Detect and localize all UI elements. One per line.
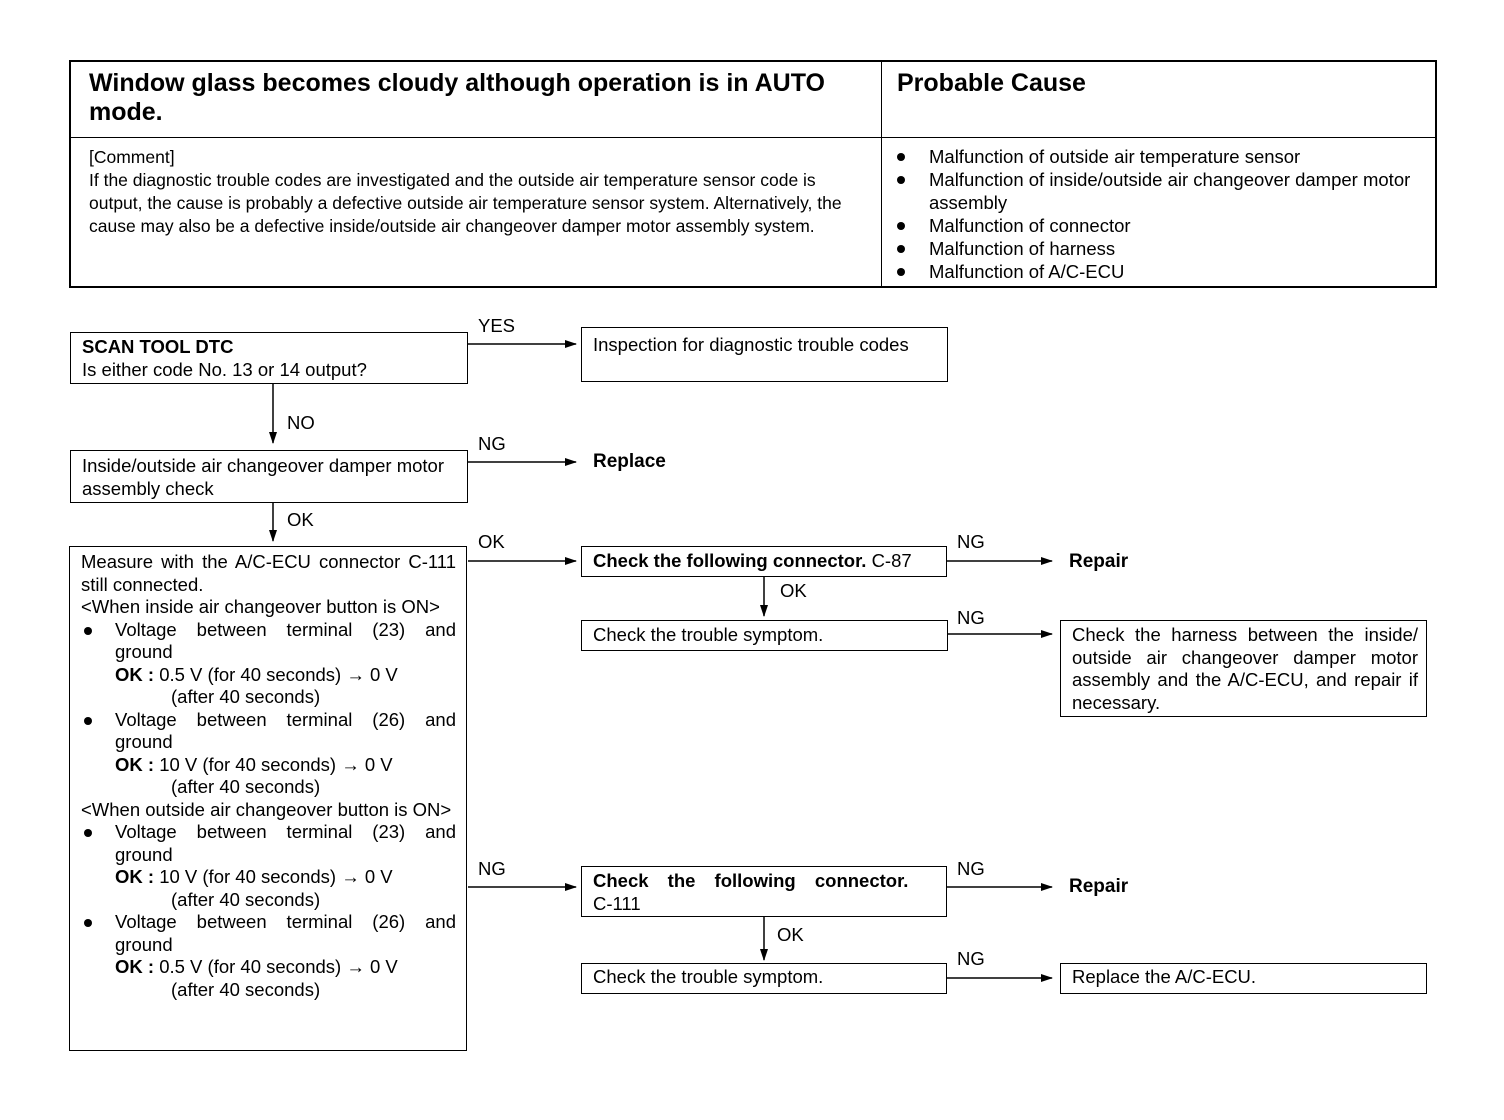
connector-c87-code: C-87 bbox=[871, 550, 912, 571]
label-ng-5: NG bbox=[957, 858, 985, 879]
symptom-title: Window glass becomes cloudy although operation is in AUTO mode. bbox=[89, 69, 825, 126]
inside-item-2: Voltage between terminal (26) and ground bbox=[81, 709, 456, 754]
inspection-box: Inspection for diagnostic trouble codes bbox=[581, 327, 948, 382]
cause-item: Malfunction of inside/outside air changeover damper motor assembly bbox=[897, 168, 1427, 214]
label-ng-1: NG bbox=[478, 433, 506, 454]
scan-tool-box bbox=[70, 332, 468, 384]
label-ok-4: OK bbox=[777, 924, 804, 945]
connector-c87-box bbox=[581, 546, 947, 577]
result-replace: Replace bbox=[593, 451, 666, 472]
ok-prefix: OK : bbox=[115, 663, 155, 685]
measure-box bbox=[69, 546, 467, 1051]
outside-ok-cont-2: (after 40 seconds) bbox=[171, 978, 321, 1000]
measure-intro: Measure with the A/C-ECU connector C-111 still connected. bbox=[81, 551, 456, 595]
ok-value: 10 V (for 40 seconds) → 0 V bbox=[159, 866, 393, 887]
cause-item: Malfunction of outside air temperature sensor bbox=[897, 145, 1427, 168]
cause-item: Malfunction of connector bbox=[897, 214, 1427, 237]
inside-ok-2 bbox=[81, 754, 456, 777]
ok-prefix: OK : bbox=[115, 956, 155, 977]
label-ng-6: NG bbox=[957, 948, 985, 969]
inside-item-1: Voltage between terminal (23) and ground bbox=[81, 619, 456, 664]
label-ok-3: OK bbox=[780, 580, 807, 601]
connector-c111-box bbox=[581, 866, 947, 917]
label-ok-2: OK bbox=[478, 531, 505, 552]
scan-tool-title: SCAN TOOL DTC bbox=[82, 336, 234, 357]
ok-prefix: OK : bbox=[115, 866, 155, 887]
label-yes: YES bbox=[478, 315, 516, 336]
outside-ok-2 bbox=[81, 956, 456, 979]
outside-header: <When outside air changeover button is ON> bbox=[81, 798, 452, 820]
outside-ok-1 bbox=[81, 866, 456, 889]
cause-item: Malfunction of harness bbox=[897, 237, 1427, 260]
comment-text: If the diagnostic trouble codes are investigated and the outside air temperature sensor code is output, the cause is probably a defective outside air temperature sensor system. Alternatively, the cause may also be a defective inside/outside air changeover damper motor assembly system. bbox=[89, 170, 842, 236]
outside-ok-cont-1: (after 40 seconds) bbox=[171, 888, 321, 910]
probable-cause-title: Probable Cause bbox=[897, 69, 1086, 97]
outside-item-1: Voltage between terminal (23) and ground bbox=[81, 821, 456, 866]
inside-ok-1 bbox=[81, 664, 456, 687]
scan-tool-question: Is either code No. 13 or 14 output? bbox=[82, 358, 367, 380]
cause-item: Malfunction of A/C-ECU bbox=[897, 260, 1427, 283]
comment-label: [Comment] bbox=[89, 147, 175, 167]
connector-c111-text: Check the following connector. bbox=[593, 870, 909, 891]
ok-value: 0.5 V (for 40 seconds) → 0 V bbox=[159, 663, 398, 685]
connector-c111-code: C-111 bbox=[593, 892, 641, 914]
inside-ok-cont-2: (after 40 seconds) bbox=[171, 776, 321, 797]
label-ng-2: NG bbox=[957, 531, 985, 552]
outside-item-2: Voltage between terminal (26) and ground bbox=[81, 911, 456, 956]
connector-c87-text: Check the following connector. bbox=[593, 550, 867, 571]
inside-header: <When inside air changeover button is ON> bbox=[81, 596, 440, 617]
ok-prefix: OK : bbox=[115, 753, 155, 775]
label-ng-3: NG bbox=[957, 607, 985, 628]
label-no: NO bbox=[287, 412, 315, 433]
inside-ok-cont-1: (after 40 seconds) bbox=[171, 686, 321, 707]
label-ng-4: NG bbox=[478, 858, 506, 879]
damper-check-box: Inside/outside air changeover damper motor assembly check bbox=[70, 450, 468, 503]
symptom-box-1: Check the trouble symptom. bbox=[581, 620, 948, 651]
result-repair-1: Repair bbox=[1069, 551, 1129, 572]
replace-ecu-box: Replace the A/C-ECU. bbox=[1060, 963, 1427, 994]
label-ok-1: OK bbox=[287, 509, 314, 530]
symptom-box-2: Check the trouble symptom. bbox=[581, 963, 947, 994]
harness-check-box: Check the harness between the inside/ outside air changeover damper motor assembly and the A/C-ECU, and repair if necessary. bbox=[1060, 620, 1427, 717]
result-repair-2: Repair bbox=[1069, 876, 1129, 897]
ok-value: 10 V (for 40 seconds) → 0 V bbox=[159, 753, 393, 775]
ok-value: 0.5 V (for 40 seconds) → 0 V bbox=[159, 956, 398, 977]
